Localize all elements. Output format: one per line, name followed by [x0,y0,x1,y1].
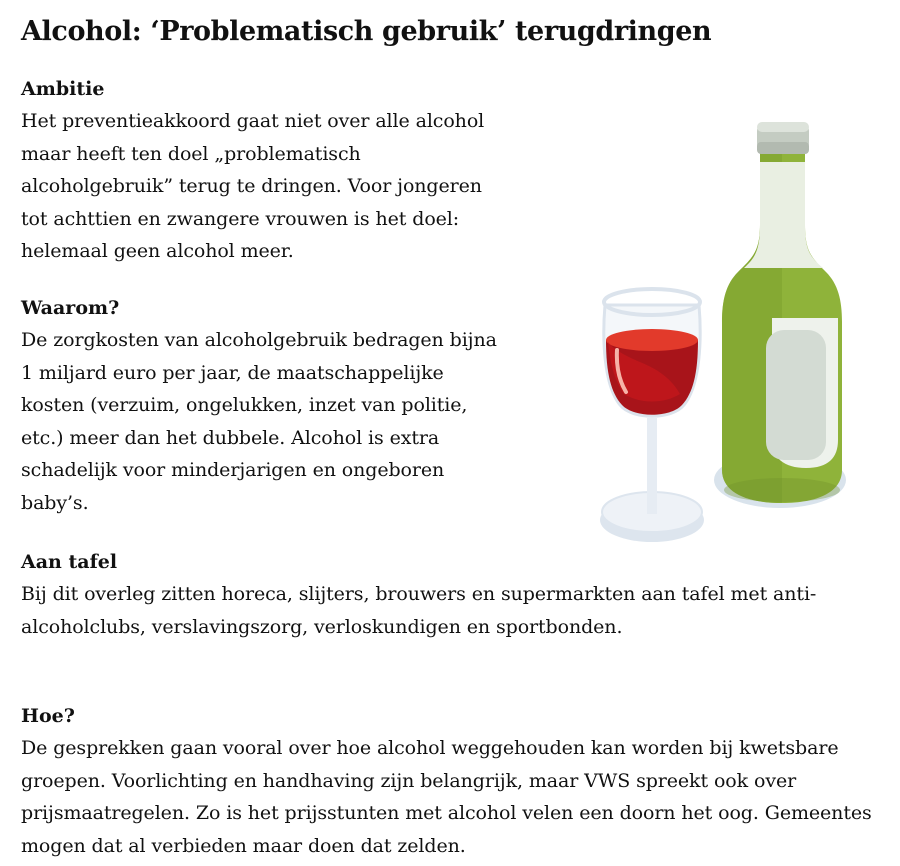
section-heading: Aan tafel [21,551,118,573]
wine-and-beer-illustration [590,110,850,560]
section-heading: Hoe? [21,705,75,727]
beer-bottle-icon [714,122,846,508]
section-aan-tafel [21,546,891,643]
section-body: De gesprekken gaan vooral over hoe alcohol weggehouden kan worden bij kwetsbare groepen. Voorlichting en handhaving zijn belangrijk, maar VWS spreekt ook over prijsmaatregelen. Zo is het prijsstunten met alcohol velen een doorn het oog. Gemeentes mogen dat al verbieden maar doen dat zelden. [21,737,872,857]
section-heading: Ambitie [21,78,105,100]
section-hoe [21,700,891,862]
wine-glass-icon [600,289,704,542]
section-body: Bij dit overleg zitten horeca, slijters, brouwers en supermarkten aan tafel met anti-alcoholclubs, verslavingszorg, verloskundigen en sportbonden. [21,583,817,638]
section-body: De zorgkosten van alcoholgebruik bedragen bijna 1 miljard euro per jaar, de maatschappelijke kosten (verzuim, ongelukken, inzet van politie, etc.) meer dan het dubbele. Alcohol is extra schadelijk voor minderjarigen en ongeboren baby’s. [21,329,497,514]
section-heading: Waarom? [21,297,120,319]
section-body: Het preventieakkoord gaat niet over alle alcohol maar heeft ten doel „problematisch alcoholgebruik” terug te dringen. Voor jongeren tot achttien en zwangere vrouwen is het doel: helemaal geen alcohol meer. [21,110,485,262]
article-title: Alcohol: ‘Problematisch gebruik’ terugdringen [21,16,712,47]
